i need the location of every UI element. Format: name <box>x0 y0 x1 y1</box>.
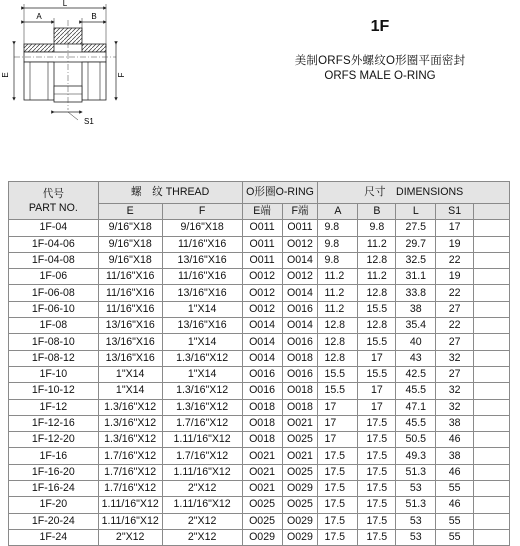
cell-blank <box>474 220 510 236</box>
cell-blank <box>474 301 510 317</box>
cell-dim-l: 53 <box>396 513 436 529</box>
cell-dim-a: 15.5 <box>318 383 358 399</box>
table-row <box>9 383 510 399</box>
cell-thread-f: 1.11/16"X12 <box>162 497 242 513</box>
cell-dim-b: 12.8 <box>358 285 396 301</box>
cell-oring-f: O025 <box>282 432 318 448</box>
cell-oring-e: O025 <box>242 497 282 513</box>
cell-thread-f: 1.11/16"X12 <box>162 432 242 448</box>
cell-dim-a: 11.2 <box>318 285 358 301</box>
header-e: E <box>98 204 162 220</box>
cell-dim-s1: 22 <box>436 252 474 268</box>
header-e-end: E端 <box>242 204 282 220</box>
header-l: L <box>396 204 436 220</box>
dim-f-label: F <box>117 72 126 78</box>
cell-oring-f: O021 <box>282 415 318 431</box>
fitting-body <box>14 20 116 110</box>
cell-oring-f: O014 <box>282 252 318 268</box>
cell-thread-f: 1"X14 <box>162 334 242 350</box>
cell-thread-e: 1.3/16"X12 <box>98 432 162 448</box>
cell-blank <box>474 334 510 350</box>
cell-dim-a: 17 <box>318 415 358 431</box>
cell-oring-e: O021 <box>242 464 282 480</box>
cell-thread-f: 1"X14 <box>162 301 242 317</box>
table-row <box>9 432 510 448</box>
cell-part-no: 1F-24 <box>9 529 99 545</box>
cell-dim-l: 51.3 <box>396 464 436 480</box>
cell-dim-a: 17 <box>318 399 358 415</box>
cell-dim-b: 17.5 <box>358 513 396 529</box>
cell-thread-f: 1.7/16"X12 <box>162 448 242 464</box>
cell-dim-a: 17 <box>318 432 358 448</box>
cell-blank <box>474 529 510 545</box>
table-row <box>9 334 510 350</box>
cell-blank <box>474 236 510 252</box>
cell-dim-b: 12.8 <box>358 252 396 268</box>
cell-dim-s1: 19 <box>436 236 474 252</box>
cell-dim-a: 12.8 <box>318 334 358 350</box>
header-f: F <box>162 204 242 220</box>
cell-part-no: 1F-06-08 <box>9 285 99 301</box>
cell-blank <box>474 415 510 431</box>
cell-oring-e: O011 <box>242 220 282 236</box>
cell-dim-s1: 27 <box>436 301 474 317</box>
cell-blank <box>474 252 510 268</box>
cell-part-no: 1F-04-06 <box>9 236 99 252</box>
fitting-drawing <box>0 0 200 140</box>
cell-blank <box>474 497 510 513</box>
cell-oring-f: O016 <box>282 334 318 350</box>
table-row <box>9 529 510 545</box>
cell-dim-l: 31.1 <box>396 269 436 285</box>
cell-thread-e: 11/16"X16 <box>98 301 162 317</box>
cell-dim-l: 45.5 <box>396 383 436 399</box>
cell-part-no: 1F-06-10 <box>9 301 99 317</box>
cell-oring-e: O014 <box>242 334 282 350</box>
cell-oring-e: O021 <box>242 448 282 464</box>
cell-dim-b: 12.8 <box>358 318 396 334</box>
cell-part-no: 1F-12 <box>9 399 99 415</box>
cell-dim-s1: 55 <box>436 513 474 529</box>
cell-blank <box>474 399 510 415</box>
cell-thread-e: 1.11/16"X12 <box>98 513 162 529</box>
cell-blank <box>474 318 510 334</box>
header-dimensions: 尺寸 DIMENSIONS <box>318 182 510 204</box>
cell-dim-l: 47.1 <box>396 399 436 415</box>
cell-thread-f: 1.3/16"X12 <box>162 399 242 415</box>
cell-oring-e: O025 <box>242 513 282 529</box>
cell-dim-l: 35.4 <box>396 318 436 334</box>
table-row <box>9 285 510 301</box>
cell-dim-l: 29.7 <box>396 236 436 252</box>
cell-part-no: 1F-10 <box>9 366 99 382</box>
table-row <box>9 301 510 317</box>
cell-dim-b: 17.5 <box>358 497 396 513</box>
cell-part-no: 1F-16-24 <box>9 481 99 497</box>
header-thread: 螺 纹 THREAD <box>98 182 242 204</box>
table-row <box>9 497 510 513</box>
table-row <box>9 399 510 415</box>
cell-dim-a: 15.5 <box>318 366 358 382</box>
table-row <box>9 236 510 252</box>
cell-dim-s1: 46 <box>436 497 474 513</box>
header-oring: O形圈O-RING <box>242 182 318 204</box>
cell-part-no: 1F-04 <box>9 220 99 236</box>
cell-dim-a: 12.8 <box>318 350 358 366</box>
cell-oring-e: O018 <box>242 432 282 448</box>
cell-part-no: 1F-08-12 <box>9 350 99 366</box>
cell-thread-e: 13/16"X16 <box>98 334 162 350</box>
table-row <box>9 481 510 497</box>
cell-dim-a: 17.5 <box>318 513 358 529</box>
cell-oring-f: O016 <box>282 301 318 317</box>
header-part-cn: 代号 <box>42 187 64 200</box>
cell-thread-e: 11/16"X16 <box>98 285 162 301</box>
cell-dim-l: 50.5 <box>396 432 436 448</box>
cell-dim-b: 17.5 <box>358 529 396 545</box>
cell-oring-e: O014 <box>242 350 282 366</box>
cell-thread-f: 9/16"X18 <box>162 220 242 236</box>
cell-thread-f: 11/16"X16 <box>162 236 242 252</box>
cell-dim-b: 11.2 <box>358 236 396 252</box>
cell-thread-e: 1.3/16"X12 <box>98 415 162 431</box>
cell-dim-l: 33.8 <box>396 285 436 301</box>
cell-thread-e: 13/16"X16 <box>98 350 162 366</box>
cell-oring-f: O012 <box>282 236 318 252</box>
dim-e-label: E <box>1 72 10 78</box>
cell-dim-l: 40 <box>396 334 436 350</box>
spec-table-body <box>9 220 510 546</box>
header-blank <box>474 204 510 220</box>
cell-blank <box>474 366 510 382</box>
table-row <box>9 350 510 366</box>
cell-dim-l: 53 <box>396 481 436 497</box>
cell-dim-a: 9.8 <box>318 252 358 268</box>
cell-oring-e: O012 <box>242 269 282 285</box>
cell-dim-a: 17.5 <box>318 448 358 464</box>
table-row <box>9 513 510 529</box>
cell-oring-e: O029 <box>242 529 282 545</box>
cell-dim-s1: 38 <box>436 448 474 464</box>
table-row <box>9 269 510 285</box>
cell-thread-e: 1.11/16"X12 <box>98 497 162 513</box>
cell-part-no: 1F-06 <box>9 269 99 285</box>
cell-dim-a: 17.5 <box>318 464 358 480</box>
cell-dim-a: 12.8 <box>318 318 358 334</box>
cell-thread-f: 2"X12 <box>162 481 242 497</box>
header-a: A <box>318 204 358 220</box>
header-part-en: PART NO. <box>28 201 78 214</box>
cell-dim-a: 11.2 <box>318 301 358 317</box>
cell-thread-f: 2"X12 <box>162 529 242 545</box>
dim-a-label: A <box>36 12 42 21</box>
cell-blank <box>474 481 510 497</box>
cell-blank <box>474 269 510 285</box>
dim-b-label: B <box>91 12 97 21</box>
cell-thread-f: 11/16"X16 <box>162 269 242 285</box>
table-row <box>9 220 510 236</box>
cell-dim-b: 15.5 <box>358 366 396 382</box>
product-subtitle-en: ORFS MALE O-RING <box>324 70 436 82</box>
cell-dim-b: 17 <box>358 350 396 366</box>
cell-dim-a: 17.5 <box>318 529 358 545</box>
cell-part-no: 1F-08-10 <box>9 334 99 350</box>
cell-dim-b: 15.5 <box>358 301 396 317</box>
cell-part-no: 1F-08 <box>9 318 99 334</box>
cell-oring-f: O025 <box>282 464 318 480</box>
cell-thread-f: 13/16"X16 <box>162 285 242 301</box>
product-subtitle-cn: 美制ORFS外螺纹O形圈平面密封 <box>294 55 466 67</box>
table-row <box>9 415 510 431</box>
cell-oring-e: O021 <box>242 481 282 497</box>
cell-oring-e: O018 <box>242 399 282 415</box>
header-s1: S1 <box>436 204 474 220</box>
header-f-end: F端 <box>282 204 318 220</box>
cell-oring-f: O014 <box>282 318 318 334</box>
cell-thread-f: 13/16"X16 <box>162 252 242 268</box>
cell-part-no: 1F-12-20 <box>9 432 99 448</box>
table-row <box>9 366 510 382</box>
cell-dim-l: 45.5 <box>396 415 436 431</box>
cell-oring-e: O016 <box>242 366 282 382</box>
cell-thread-f: 1"X14 <box>162 366 242 382</box>
cell-oring-e: O011 <box>242 236 282 252</box>
cell-thread-f: 13/16"X16 <box>162 318 242 334</box>
cell-dim-a: 17.5 <box>318 481 358 497</box>
title-block <box>260 8 500 82</box>
cell-dim-s1: 22 <box>436 318 474 334</box>
cell-thread-f: 2"X12 <box>162 513 242 529</box>
cell-oring-e: O016 <box>242 383 282 399</box>
cell-dim-l: 27.5 <box>396 220 436 236</box>
cell-oring-f: O029 <box>282 481 318 497</box>
cell-blank <box>474 285 510 301</box>
cell-part-no: 1F-12-16 <box>9 415 99 431</box>
cell-oring-f: O016 <box>282 366 318 382</box>
cell-dim-b: 11.2 <box>358 269 396 285</box>
cell-thread-e: 1.7/16"X12 <box>98 481 162 497</box>
cell-part-no: 1F-04-08 <box>9 252 99 268</box>
cell-blank <box>474 448 510 464</box>
cell-dim-s1: 55 <box>436 481 474 497</box>
cell-oring-f: O021 <box>282 448 318 464</box>
table-row <box>9 448 510 464</box>
table-row <box>9 252 510 268</box>
cell-blank <box>474 464 510 480</box>
cell-dim-l: 43 <box>396 350 436 366</box>
cell-blank <box>474 350 510 366</box>
cell-thread-e: 1"X14 <box>98 383 162 399</box>
cell-thread-e: 13/16"X16 <box>98 318 162 334</box>
cell-part-no: 1F-16-20 <box>9 464 99 480</box>
header-b: B <box>358 204 396 220</box>
cell-oring-f: O014 <box>282 285 318 301</box>
cell-dim-b: 17 <box>358 383 396 399</box>
cell-dim-a: 11.2 <box>318 269 358 285</box>
cell-dim-s1: 32 <box>436 399 474 415</box>
cell-part-no: 1F-20-24 <box>9 513 99 529</box>
dim-s1-label: S1 <box>84 117 94 126</box>
cell-thread-e: 9/16"X18 <box>98 220 162 236</box>
cell-dim-b: 17.5 <box>358 464 396 480</box>
spec-table <box>8 181 510 546</box>
cell-thread-f: 1.3/16"X12 <box>162 350 242 366</box>
cell-dim-b: 17.5 <box>358 415 396 431</box>
cell-dim-b: 15.5 <box>358 334 396 350</box>
cell-thread-f: 1.11/16"X12 <box>162 464 242 480</box>
cell-thread-e: 9/16"X18 <box>98 252 162 268</box>
cell-thread-f: 1.7/16"X12 <box>162 415 242 431</box>
cell-part-no: 1F-20 <box>9 497 99 513</box>
cell-dim-a: 9.8 <box>318 220 358 236</box>
cell-dim-s1: 22 <box>436 285 474 301</box>
cell-dim-l: 32.5 <box>396 252 436 268</box>
cell-dim-b: 9.8 <box>358 220 396 236</box>
cell-oring-e: O014 <box>242 318 282 334</box>
cell-oring-e: O012 <box>242 301 282 317</box>
cell-dim-s1: 32 <box>436 350 474 366</box>
cell-blank <box>474 513 510 529</box>
cell-dim-s1: 27 <box>436 334 474 350</box>
table-row <box>9 318 510 334</box>
cell-thread-e: 1.7/16"X12 <box>98 464 162 480</box>
cell-oring-f: O011 <box>282 220 318 236</box>
product-code: 1F <box>370 18 390 35</box>
cell-dim-s1: 17 <box>436 220 474 236</box>
cell-dim-a: 17.5 <box>318 497 358 513</box>
cell-oring-f: O025 <box>282 497 318 513</box>
cell-thread-e: 1.3/16"X12 <box>98 399 162 415</box>
cell-oring-f: O029 <box>282 513 318 529</box>
cell-oring-f: O012 <box>282 269 318 285</box>
cell-dim-s1: 32 <box>436 383 474 399</box>
cell-blank <box>474 432 510 448</box>
cell-dim-l: 51.3 <box>396 497 436 513</box>
cell-oring-f: O018 <box>282 399 318 415</box>
cell-part-no: 1F-10-12 <box>9 383 99 399</box>
cell-oring-f: O018 <box>282 383 318 399</box>
dim-l-label: L <box>62 0 68 8</box>
cell-dim-s1: 38 <box>436 415 474 431</box>
cell-dim-b: 17 <box>358 399 396 415</box>
cell-dim-b: 17.5 <box>358 448 396 464</box>
cell-oring-e: O012 <box>242 285 282 301</box>
cell-thread-e: 11/16"X16 <box>98 269 162 285</box>
cell-thread-e: 1"X14 <box>98 366 162 382</box>
cell-dim-a: 9.8 <box>318 236 358 252</box>
table-row <box>9 464 510 480</box>
cell-oring-e: O011 <box>242 252 282 268</box>
cell-dim-s1: 55 <box>436 529 474 545</box>
cell-oring-f: O018 <box>282 350 318 366</box>
cell-oring-f: O029 <box>282 529 318 545</box>
cell-dim-b: 17.5 <box>358 432 396 448</box>
cell-blank <box>474 383 510 399</box>
cell-dim-l: 38 <box>396 301 436 317</box>
cell-thread-e: 9/16"X18 <box>98 236 162 252</box>
cell-oring-e: O018 <box>242 415 282 431</box>
header-part-no <box>9 182 99 220</box>
cell-dim-s1: 46 <box>436 464 474 480</box>
cell-thread-f: 1.3/16"X12 <box>162 383 242 399</box>
cell-dim-s1: 46 <box>436 432 474 448</box>
cell-dim-l: 42.5 <box>396 366 436 382</box>
cell-dim-s1: 19 <box>436 269 474 285</box>
cell-dim-l: 53 <box>396 529 436 545</box>
cell-dim-b: 17.5 <box>358 481 396 497</box>
cell-dim-l: 49.3 <box>396 448 436 464</box>
cell-thread-e: 2"X12 <box>98 529 162 545</box>
cell-part-no: 1F-16 <box>9 448 99 464</box>
cell-dim-s1: 27 <box>436 366 474 382</box>
cell-thread-e: 1.7/16"X12 <box>98 448 162 464</box>
